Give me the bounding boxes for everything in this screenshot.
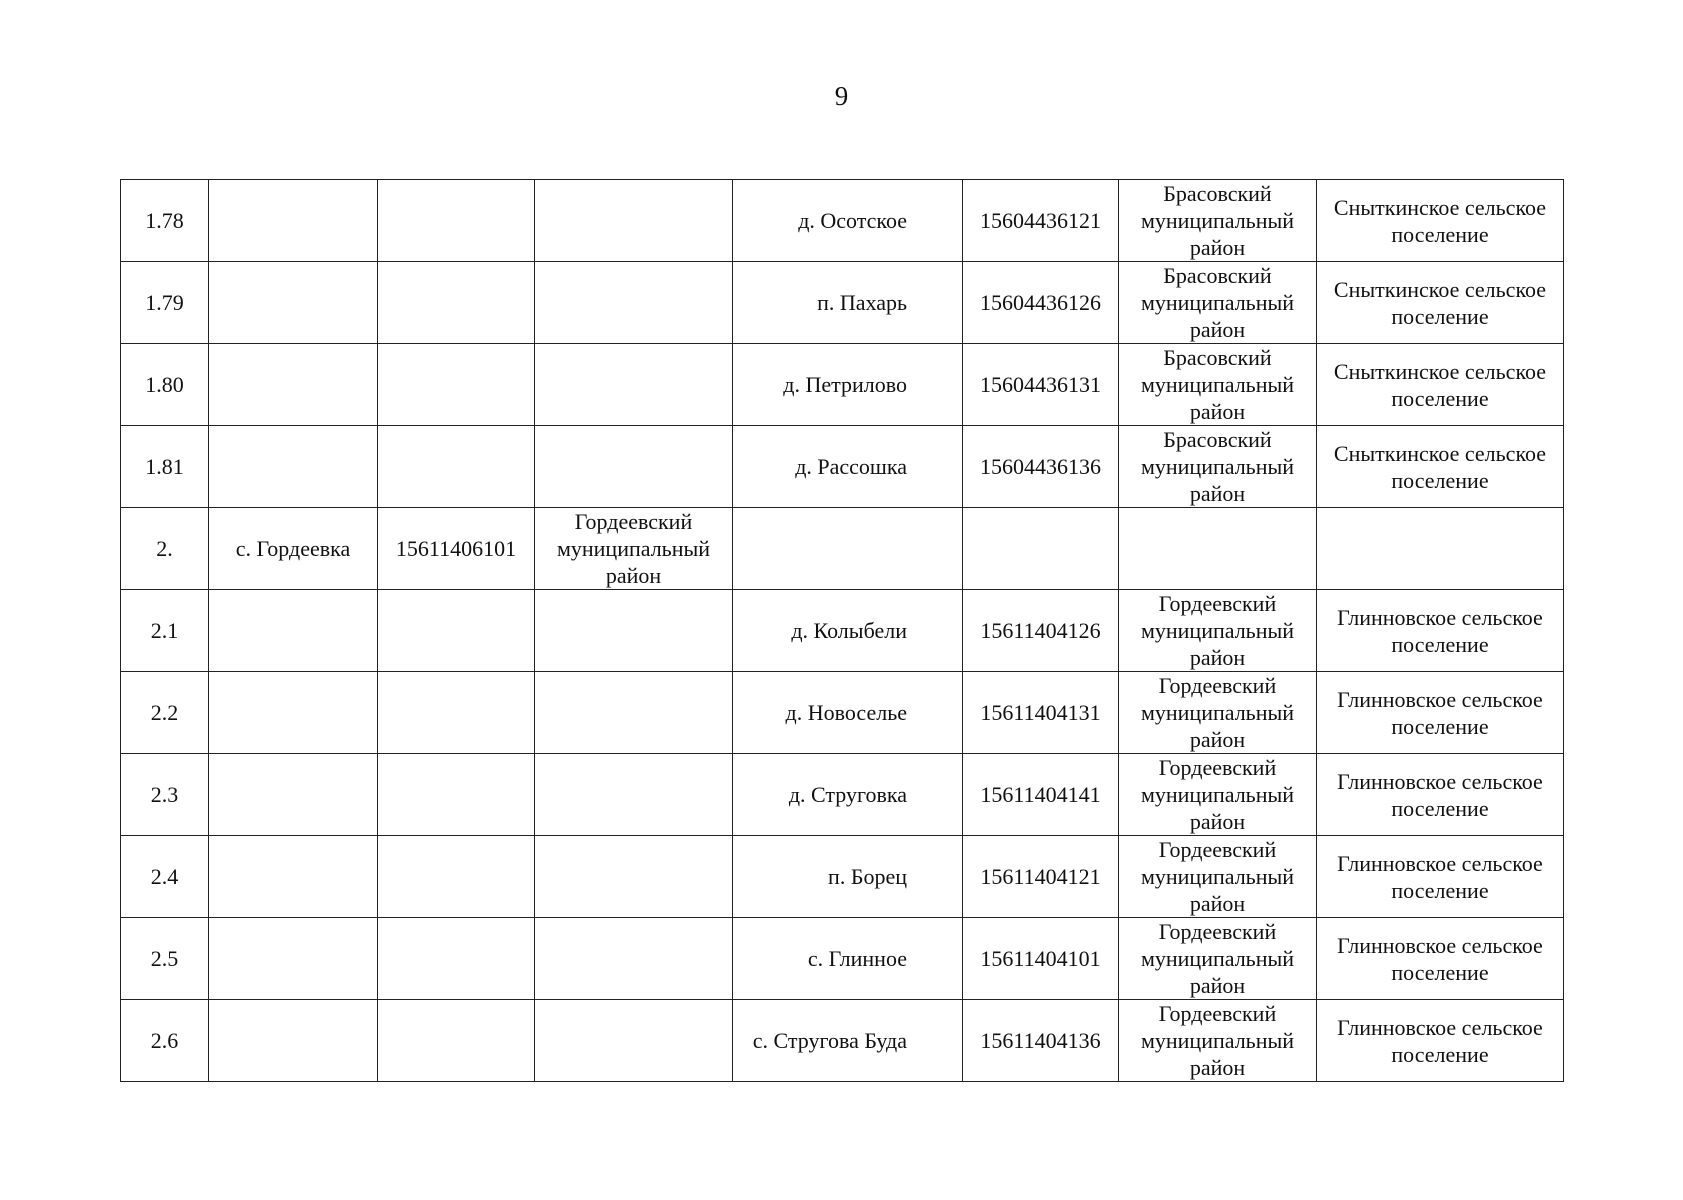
locality-district-cell — [535, 344, 733, 426]
settlement-name-cell: д. Рассошка — [733, 426, 963, 508]
row-number-cell: 1.78 — [121, 180, 209, 262]
district-cell: Гордеевский муниципальный район — [1119, 1000, 1317, 1082]
settlement-name-cell: с. Стругова Буда — [733, 1000, 963, 1082]
settlement-code-cell: 15611404101 — [963, 918, 1119, 1000]
settlement-code-cell: 15604436121 — [963, 180, 1119, 262]
locality-district-cell — [535, 672, 733, 754]
district-cell: Гордеевский муниципальный район — [1119, 590, 1317, 672]
table-row — [121, 508, 1564, 590]
locality-district-cell — [535, 918, 733, 1000]
district-cell: Брасовский муниципальный район — [1119, 426, 1317, 508]
locality-cell — [209, 1000, 378, 1082]
settlement-name-cell: д. Петрилово — [733, 344, 963, 426]
row-number-cell: 2.1 — [121, 590, 209, 672]
rural-settlement-cell: Сныткинское сельское поселение — [1317, 426, 1564, 508]
settlement-code-cell: 15604436126 — [963, 262, 1119, 344]
page-number: 9 — [834, 81, 849, 111]
locality-district-cell — [535, 262, 733, 344]
locality-code-cell — [378, 426, 535, 508]
row-number-cell: 2.4 — [121, 836, 209, 918]
district-cell — [1119, 508, 1317, 590]
settlement-name-cell: д. Новоселье — [733, 672, 963, 754]
row-number-cell: 2.6 — [121, 1000, 209, 1082]
locality-district-cell — [535, 590, 733, 672]
settlement-code-cell: 15611404121 — [963, 836, 1119, 918]
table-row — [121, 426, 1564, 508]
rural-settlement-cell: Сныткинское сельское поселение — [1317, 262, 1564, 344]
table-row — [121, 754, 1564, 836]
locality-code-cell — [378, 1000, 535, 1082]
locality-district-cell — [535, 1000, 733, 1082]
table-row — [121, 180, 1564, 262]
settlement-code-cell: 15611404141 — [963, 754, 1119, 836]
rural-settlement-cell: Глинновское сельское поселение — [1317, 672, 1564, 754]
settlement-name-cell: д. Струговка — [733, 754, 963, 836]
settlement-code-cell: 15604436136 — [963, 426, 1119, 508]
settlement-code-cell — [963, 508, 1119, 590]
locality-code-cell — [378, 180, 535, 262]
rural-settlement-cell: Глинновское сельское поселение — [1317, 590, 1564, 672]
locality-code-cell — [378, 918, 535, 1000]
locality-district-cell: Гордеевский муниципальный район — [535, 508, 733, 590]
locality-code-cell — [378, 672, 535, 754]
settlement-name-cell: д. Осотское — [733, 180, 963, 262]
settlement-name-cell: п. Пахарь — [733, 262, 963, 344]
locality-code-cell — [378, 754, 535, 836]
locality-district-cell — [535, 754, 733, 836]
row-number-cell: 1.81 — [121, 426, 209, 508]
settlement-name-cell: с. Глинное — [733, 918, 963, 1000]
table-row — [121, 262, 1564, 344]
district-cell: Гордеевский муниципальный район — [1119, 918, 1317, 1000]
settlement-name-cell — [733, 508, 963, 590]
district-cell: Брасовский муниципальный район — [1119, 262, 1317, 344]
locality-code-cell — [378, 590, 535, 672]
locality-code-cell — [378, 344, 535, 426]
rural-settlement-cell: Глинновское сельское поселение — [1317, 754, 1564, 836]
table-row — [121, 918, 1564, 1000]
row-number-cell: 2.2 — [121, 672, 209, 754]
locality-code-cell — [378, 262, 535, 344]
table-row — [121, 344, 1564, 426]
row-number-cell: 2.5 — [121, 918, 209, 1000]
settlement-name-cell: п. Борец — [733, 836, 963, 918]
district-cell: Гордеевский муниципальный район — [1119, 672, 1317, 754]
locality-district-cell — [535, 180, 733, 262]
table-row — [121, 1000, 1564, 1082]
locality-cell — [209, 180, 378, 262]
row-number-cell: 1.79 — [121, 262, 209, 344]
rural-settlement-cell: Глинновское сельское поселение — [1317, 836, 1564, 918]
row-number-cell: 2.3 — [121, 754, 209, 836]
locality-code-cell — [378, 836, 535, 918]
locality-cell — [209, 754, 378, 836]
locality-cell — [209, 918, 378, 1000]
locality-cell — [209, 672, 378, 754]
district-cell: Гордеевский муниципальный район — [1119, 836, 1317, 918]
district-cell: Гордеевский муниципальный район — [1119, 754, 1317, 836]
rural-settlement-cell: Глинновское сельское поселение — [1317, 1000, 1564, 1082]
row-number-cell: 1.80 — [121, 344, 209, 426]
rural-settlement-cell: Сныткинское сельское поселение — [1317, 344, 1564, 426]
locality-cell: с. Гордеевка — [209, 508, 378, 590]
settlement-code-cell: 15611404131 — [963, 672, 1119, 754]
settlement-name-cell: д. Колыбели — [733, 590, 963, 672]
locality-code-cell: 15611406101 — [378, 508, 535, 590]
rural-settlement-cell — [1317, 508, 1564, 590]
table-row — [121, 590, 1564, 672]
locality-cell — [209, 836, 378, 918]
rural-settlement-cell: Сныткинское сельское поселение — [1317, 180, 1564, 262]
locality-cell — [209, 344, 378, 426]
settlements-table — [120, 179, 1564, 1082]
locality-district-cell — [535, 836, 733, 918]
table-row — [121, 672, 1564, 754]
district-cell: Брасовский муниципальный район — [1119, 344, 1317, 426]
locality-cell — [209, 426, 378, 508]
locality-cell — [209, 590, 378, 672]
table-row — [121, 836, 1564, 918]
district-cell: Брасовский муниципальный район — [1119, 180, 1317, 262]
settlement-code-cell: 15604436131 — [963, 344, 1119, 426]
locality-district-cell — [535, 426, 733, 508]
settlement-code-cell: 15611404126 — [963, 590, 1119, 672]
row-number-cell: 2. — [121, 508, 209, 590]
locality-cell — [209, 262, 378, 344]
rural-settlement-cell: Глинновское сельское поселение — [1317, 918, 1564, 1000]
table-body — [121, 180, 1564, 1082]
settlement-code-cell: 15611404136 — [963, 1000, 1119, 1082]
